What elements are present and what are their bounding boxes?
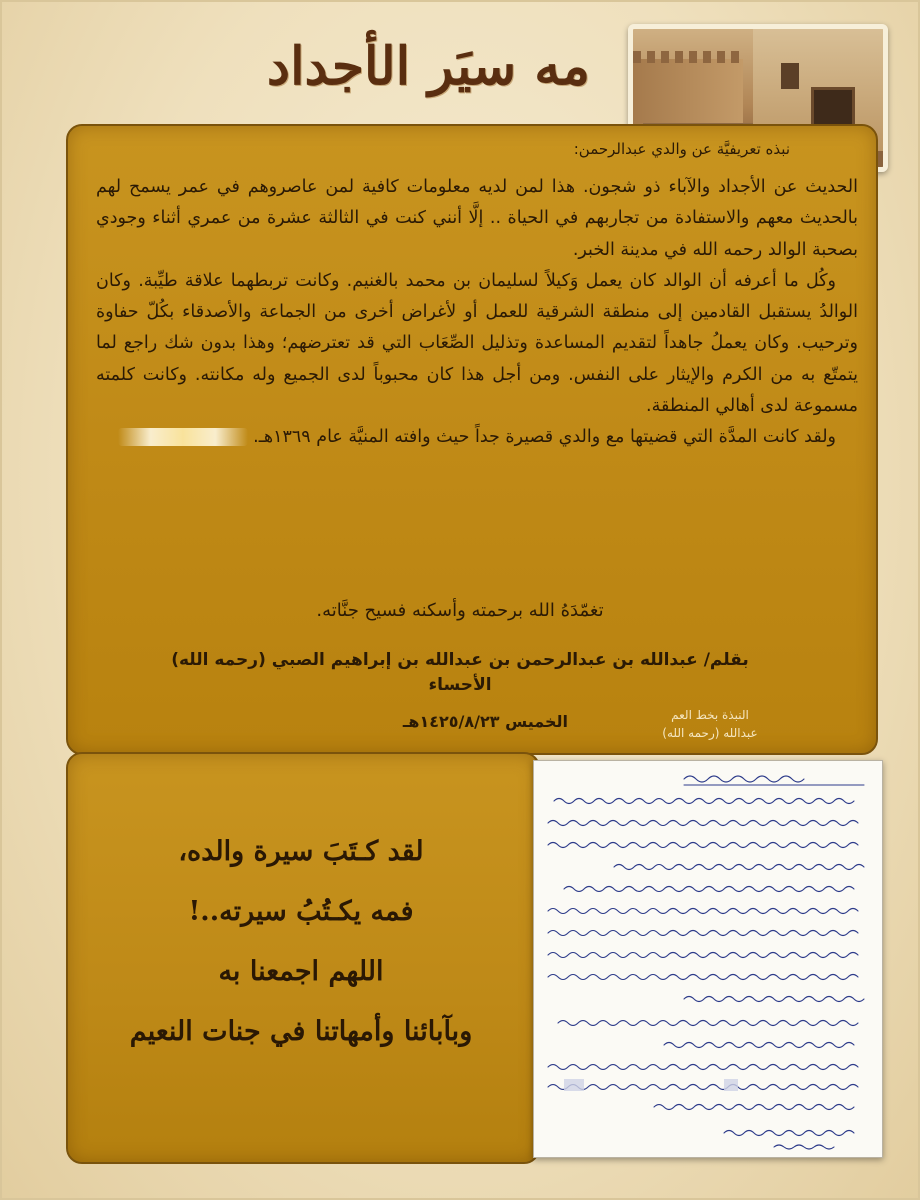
quote-line-2: فمه يكـتُبُ سيرته..! xyxy=(188,896,414,927)
signature-block xyxy=(0,648,920,698)
article-paragraph-1: الحديث عن الأجداد والآباء ذو شجون. هذا لمن لديه معلومات كافية لمن عاصروهم في عمر يسمح لهم بالحديث معهم والاستفادة من تجاربهم في الحياة .. إلَّا أنني كنت في الثالثة عشرة من عمري أثناء وجودي بصحبة الوالد رحمه الله في مدينة الخبر. xyxy=(96,177,858,260)
handwriting-scribbles xyxy=(534,761,882,1157)
handwritten-manuscript-image xyxy=(533,760,883,1158)
location-line: الأحساء xyxy=(428,675,492,695)
date-line: الخميس ١٤٢٥/٨/٢٣هـ xyxy=(402,712,568,731)
article-paragraph-3-text: ولقد كانت المدَّة التي قضيتها مع والدي قصيرة جداً حيث وافته المنيَّة عام ١٣٦٩هـ. xyxy=(253,427,836,448)
handwritten-caption xyxy=(620,706,800,742)
article-paragraph-2: وكُل ما أعرفه أن الوالد كان يعمل وَكيلاً لسليمان بن محمد بالغنيم. وكانت تربطهما علاقة طيِّبة. وكان الوالدُ يستقبل القادمين إلى منطقة الشرقية للعمل أو لأغراض أخرى من الجماعة والأصدقاء بكُلّ حفاوة وترحيب. وكان يعملُ جاهداً لتقديم المساعدة وتذليل الصِّعَاب التي قد تعترضهم؛ وهذا بدون شك راجع لما يتمتّع به من الكرم والإيثار على النفس. ومن أجل هذا كان محبوباً لدى الجميع وله مكانته. وكانت كلمته مسموعة لدى أهالي المنطقة. xyxy=(96,270,858,417)
author-line: بقلم/ عبدالله بن عبدالرحمن بن عبدالله بن إبراهيم الصبي (رحمه الله) xyxy=(171,650,749,670)
quote-line-3: اللهم اجمعنا به xyxy=(218,956,384,987)
photo-crenellation xyxy=(633,51,743,63)
closing-quote xyxy=(66,822,536,1062)
quote-line-1: لقد كـتَبَ سيرة والده، xyxy=(178,836,424,867)
page-title: مه سيَر الأجداد xyxy=(266,36,590,97)
prayer-line: تغمّدَهُ الله برحمته وأسكنه فسيح جنَّاته. xyxy=(316,600,604,621)
handwritten-caption-line1: النبذة بخط العم xyxy=(671,708,749,722)
article-body xyxy=(96,172,858,454)
photo-window xyxy=(781,63,799,89)
quote-line-4: وبآبائنا وأمهاتنا في جنات النعيم xyxy=(129,1016,473,1047)
article-paragraph-3 xyxy=(96,422,858,453)
redacted-blur xyxy=(118,428,248,446)
intro-label: نبذه تعريفيَّة عن والدي عبدالرحمن: xyxy=(573,140,790,158)
handwritten-caption-line2: عبدالله (رحمه الله) xyxy=(662,726,758,740)
